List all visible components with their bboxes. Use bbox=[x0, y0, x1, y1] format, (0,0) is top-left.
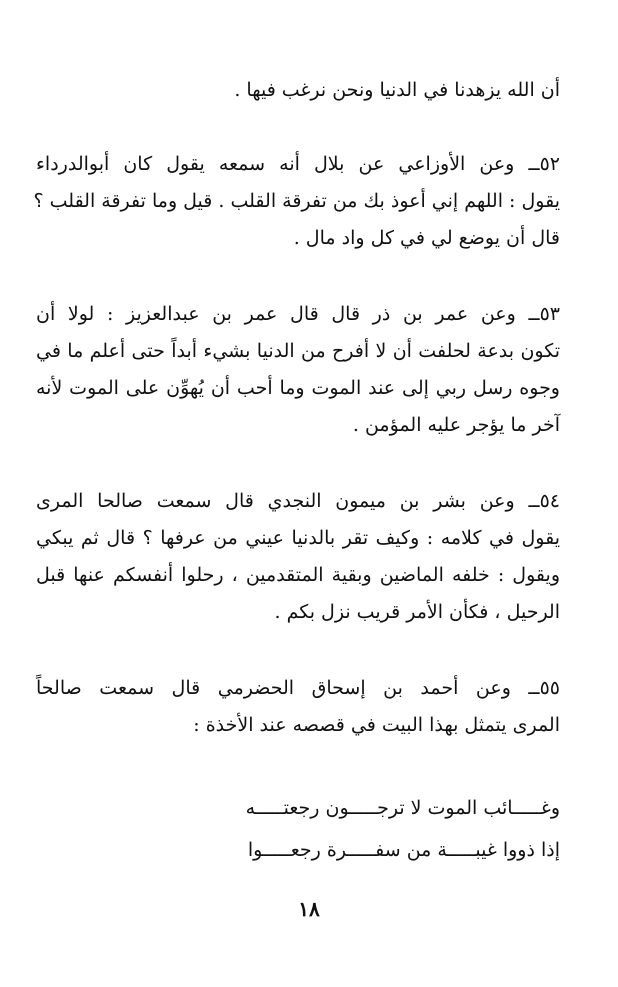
verse-line-2: إذا ذووا غيبـــــة من سفـــــرة رجعـــــوا bbox=[247, 839, 560, 861]
paragraph-52-line-3: قال أن يوضع لي في كل واد مال . bbox=[293, 227, 560, 249]
paragraph-53-line-4: آخر ما يؤجر عليه المؤمن . bbox=[352, 414, 560, 436]
paragraph-51-line-1: أن الله يزهدنا في الدنيا ونحن نرغب فيها . bbox=[234, 79, 560, 101]
paragraph-55-line-1: ٥٥ــ وعن أحمد بن إسحاق الحضرمي قال سمعت صالحاً bbox=[36, 677, 560, 699]
paragraph-54-line-3: ويقول : خلفه الماضين وبقية المتقدمين ، رحلوا أنفسكم عنها قبل bbox=[36, 564, 560, 586]
paragraph-52-line-1: ٥٢ــ وعن الأوزاعي عن بلال أنه سمعه يقول كان أبوالدرداء bbox=[36, 153, 560, 175]
paragraph-53-line-3: وجوه رسل ربي إلى عند الموت وما أحب أن يُهوِّن على الموت لأنه bbox=[36, 377, 560, 399]
paragraph-55-line-2: المرى يتمثل بهذا البيت في قصصه عند الأخذة : bbox=[193, 714, 560, 736]
paragraph-54-line-1: ٥٤ــ وعن بشر بن ميمون النجدي قال سمعت صالحا المرى bbox=[36, 490, 560, 512]
paragraph-53-line-2: تكون بدعة لحلفت أن لا أفرح من الدنيا بشيء أبداً حتى أعلم ما في bbox=[36, 340, 560, 362]
page-number: ١٨ bbox=[298, 897, 320, 921]
paragraph-54-line-2: يقول في كلامه : وكيف تقر بالدنيا عيني من عرفها ؟ قال ثم يبكي bbox=[36, 527, 560, 549]
paragraph-52-line-2: يقول : اللهم إني أعوذ بك من تفرقة القلب . قيل وما تفرقة القلب ؟ bbox=[33, 190, 560, 212]
paragraph-54-line-4: الرحيل ، فكأن الأمر قريب نزل بكم . bbox=[274, 601, 560, 623]
paragraph-53-line-1: ٥٣ــ وعن عمر بن ذر قال قال عمر بن عبدالعزيز : لولا أن bbox=[36, 303, 560, 325]
verse-line-1: وغـــــائب الموت لا ترجـــــون رجعتـــــه bbox=[245, 797, 560, 819]
